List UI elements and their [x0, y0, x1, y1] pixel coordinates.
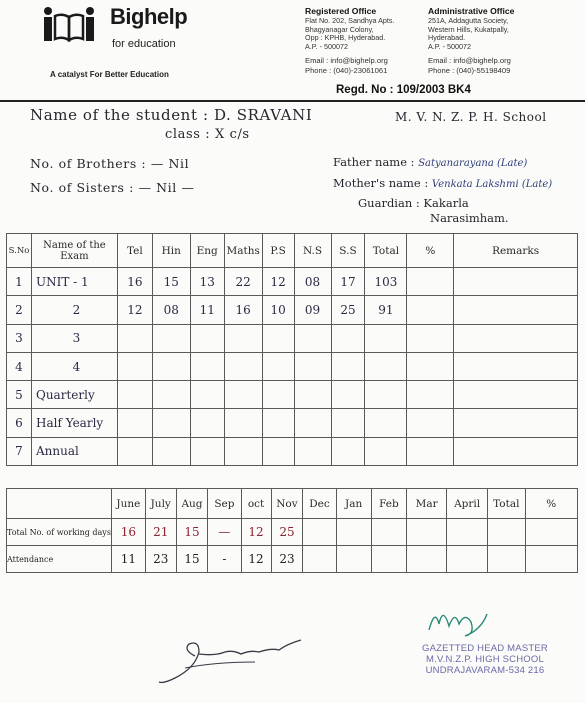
mark-cell [365, 381, 407, 409]
month-header: Feb [371, 489, 407, 519]
attendance-cell: 16 [111, 519, 145, 546]
administrative-email: Email : info@bighelp.org [428, 56, 511, 66]
mark-cell [365, 352, 407, 380]
attendance-cell [447, 519, 488, 546]
month-header: Total [487, 489, 525, 519]
registered-office [305, 6, 420, 76]
attendance-cell: 12 [241, 519, 271, 546]
serial-cell: 6 [7, 409, 32, 437]
address-line: A.P. - 500072 [305, 41, 349, 51]
mark-cell [224, 352, 262, 380]
father-value: Satyanarayana (Late) [418, 158, 528, 169]
school-stamp [410, 643, 560, 676]
attendance-cell [371, 546, 407, 573]
col-header: Name of the Exam [31, 234, 117, 268]
registered-office-title: Registered Office [305, 6, 377, 16]
student-name: Name of the student : D. SRAVANI [30, 106, 313, 124]
mark-cell [407, 324, 454, 352]
mark-cell [224, 437, 262, 465]
administrative-office-title: Administrative Office [428, 6, 515, 16]
month-header [7, 489, 112, 519]
mark-cell [117, 437, 152, 465]
mark-cell [331, 409, 365, 437]
attendance-cell [487, 519, 525, 546]
address-line: Bhagyanagar Colony, [305, 24, 374, 34]
mark-cell [454, 409, 578, 437]
brothers-count: No. of Brothers : — Nil [30, 156, 190, 171]
exam-name-cell: Annual [31, 437, 117, 465]
address-line: 251A, Addagutta Society, [428, 16, 509, 25]
month-header: % [525, 489, 577, 519]
exam-name-cell: UNIT - 1 [31, 268, 117, 296]
brand-tagline: A catalyst For Better Education [50, 70, 169, 79]
table-row [7, 519, 578, 546]
mark-cell [294, 324, 331, 352]
mark-cell [454, 268, 578, 296]
mark-cell [190, 381, 224, 409]
month-header: Nov [271, 489, 303, 519]
attendance-cell [407, 546, 447, 573]
mark-cell [407, 381, 454, 409]
attendance-cell [303, 519, 336, 546]
headmaster-signature [425, 600, 495, 645]
stamp-line: UNDRAJAVARAM-534 216 [425, 665, 545, 676]
mark-cell [294, 437, 331, 465]
month-header: Jan [336, 489, 371, 519]
attendance-cell: 23 [271, 546, 303, 573]
mark-cell [407, 296, 454, 324]
mark-cell [365, 324, 407, 352]
month-header: Aug [176, 489, 208, 519]
father-label: Father name : [333, 155, 415, 169]
mother-label: Mother's name : [333, 176, 429, 190]
mark-cell [294, 381, 331, 409]
table-row [7, 324, 578, 352]
attendance-cell: 21 [145, 519, 176, 546]
serial-cell: 2 [7, 296, 32, 324]
mark-cell [224, 409, 262, 437]
table-row [7, 381, 578, 409]
address-line: Hyderabad. [428, 33, 466, 43]
mark-cell [454, 352, 578, 380]
mark-cell [224, 324, 262, 352]
attendance-cell [336, 546, 371, 573]
exam-name-cell: 3 [31, 324, 117, 352]
month-header: Sep [208, 489, 241, 519]
attendance-cell: — [208, 519, 241, 546]
mother-value: Venkata Lakshmi (Late) [431, 179, 553, 190]
mark-cell: 08 [152, 296, 190, 324]
mark-cell [152, 381, 190, 409]
mark-cell [331, 324, 365, 352]
mark-cell [454, 296, 578, 324]
serial-cell: 5 [7, 381, 32, 409]
attendance-cell: - [208, 546, 241, 573]
mark-cell [152, 324, 190, 352]
registration-number: Regd. No : 109/2003 BK4 [336, 84, 471, 96]
exam-name-cell: Quarterly [31, 381, 117, 409]
mark-cell: 17 [331, 268, 365, 296]
attendance-cell [447, 546, 488, 573]
table-row [7, 296, 578, 324]
brand-subtitle: for education [112, 38, 176, 50]
attendance-cell [487, 546, 525, 573]
mark-cell [190, 409, 224, 437]
mark-cell [224, 381, 262, 409]
month-header: Mar [407, 489, 447, 519]
exam-name-cell: Half Yearly [31, 409, 117, 437]
attendance-cell [303, 546, 336, 573]
mark-cell: 08 [294, 268, 331, 296]
mark-cell [454, 437, 578, 465]
exam-name-cell: 4 [31, 352, 117, 380]
mark-cell: 13 [190, 268, 224, 296]
mark-cell [294, 409, 331, 437]
registered-phone: Phone : (040)-23061061 [305, 66, 388, 76]
administrative-phone: Phone : (040)-55198409 [428, 66, 511, 76]
mark-cell: 25 [331, 296, 365, 324]
col-header: Tel [117, 234, 152, 268]
col-header: Hin [152, 234, 190, 268]
stamp-line: M.V.N.Z.P. HIGH SCHOOL [426, 654, 544, 665]
mark-cell [262, 381, 294, 409]
serial-cell: 4 [7, 352, 32, 380]
mark-cell [117, 409, 152, 437]
attendance-cell: 15 [176, 546, 208, 573]
mark-cell [117, 381, 152, 409]
attendance-cell: 25 [271, 519, 303, 546]
attendance-cell [407, 519, 447, 546]
mark-cell [262, 352, 294, 380]
col-header: P.S [262, 234, 294, 268]
mark-cell: 103 [365, 268, 407, 296]
month-header: June [111, 489, 145, 519]
mark-cell [262, 324, 294, 352]
marks-header-row [7, 234, 578, 268]
mark-cell [294, 352, 331, 380]
mark-cell: 10 [262, 296, 294, 324]
attendance-cell [336, 519, 371, 546]
mark-cell: 12 [117, 296, 152, 324]
attendance-cell: 15 [176, 519, 208, 546]
mother-name [333, 176, 552, 190]
guardian-name: Guardian : Kakarla [358, 196, 469, 210]
mark-cell [152, 409, 190, 437]
table-row [7, 437, 578, 465]
address-line: Flat No. 202, Sandhya Apts. [305, 16, 395, 25]
col-header: Remarks [454, 234, 578, 268]
mark-cell [365, 409, 407, 437]
address-line: A.P. - 500072 [428, 41, 472, 51]
administrative-office [428, 6, 558, 76]
sisters-count: No. of Sisters : — Nil — [30, 180, 195, 195]
mark-cell [365, 437, 407, 465]
attendance-cell [525, 519, 577, 546]
mark-cell: 12 [262, 268, 294, 296]
school-name: M. V. N. Z. P. H. School [395, 110, 547, 124]
table-row [7, 546, 578, 573]
exam-name-cell: 2 [31, 296, 117, 324]
mark-cell [262, 437, 294, 465]
mark-cell [407, 437, 454, 465]
mark-cell [407, 352, 454, 380]
col-header: Total [365, 234, 407, 268]
month-header: July [145, 489, 176, 519]
attendance-cell: 23 [145, 546, 176, 573]
col-header: Eng [190, 234, 224, 268]
father-name [333, 155, 527, 169]
guardian-signature [155, 628, 315, 693]
mark-cell: 09 [294, 296, 331, 324]
mark-cell [331, 437, 365, 465]
guardian-name-cont: Narasimham. [430, 211, 509, 225]
mark-cell [190, 437, 224, 465]
mark-cell [190, 324, 224, 352]
attendance-cell [371, 519, 407, 546]
col-header: N.S [294, 234, 331, 268]
serial-cell: 1 [7, 268, 32, 296]
attendance-cell: 11 [111, 546, 145, 573]
row-label-cell: Total No. of working days [7, 519, 112, 546]
mark-cell [454, 324, 578, 352]
mark-cell [117, 352, 152, 380]
registered-email: Email : info@bighelp.org [305, 56, 388, 66]
address-line: Western Hills, Kukatpally, [428, 24, 509, 34]
mark-cell: 11 [190, 296, 224, 324]
attendance-cell [525, 546, 577, 573]
col-header: % [407, 234, 454, 268]
mark-cell [152, 437, 190, 465]
marks-table [6, 233, 578, 466]
mark-cell [152, 352, 190, 380]
mark-cell: 15 [152, 268, 190, 296]
mark-cell: 16 [224, 296, 262, 324]
table-row [7, 409, 578, 437]
header-divider [0, 100, 585, 102]
serial-cell: 7 [7, 437, 32, 465]
address-line: Opp : KPHB, Hyderabad. [305, 33, 386, 43]
row-label-cell: Attendance [7, 546, 112, 573]
col-header: S.No [7, 234, 32, 268]
stamp-line: GAZETTED HEAD MASTER [422, 643, 548, 654]
attendance-cell: 12 [241, 546, 271, 573]
mark-cell: 16 [117, 268, 152, 296]
month-header: oct [241, 489, 271, 519]
mark-cell: 22 [224, 268, 262, 296]
col-header: S.S [331, 234, 365, 268]
mark-cell [407, 268, 454, 296]
month-header: Dec [303, 489, 336, 519]
table-row [7, 268, 578, 296]
mark-cell [331, 352, 365, 380]
brand-name: Bighelp [110, 4, 188, 29]
month-header: April [447, 489, 488, 519]
mark-cell [331, 381, 365, 409]
mark-cell: 91 [365, 296, 407, 324]
table-row [7, 352, 578, 380]
bighelp-logo-icon [40, 6, 98, 42]
mark-cell [190, 352, 224, 380]
serial-cell: 3 [7, 324, 32, 352]
attendance-header-row [7, 489, 578, 519]
mark-cell [454, 381, 578, 409]
student-class: class : X c/s [165, 127, 250, 142]
mark-cell [117, 324, 152, 352]
mark-cell [407, 409, 454, 437]
col-header: Maths [224, 234, 262, 268]
attendance-table [6, 488, 578, 573]
mark-cell [262, 409, 294, 437]
